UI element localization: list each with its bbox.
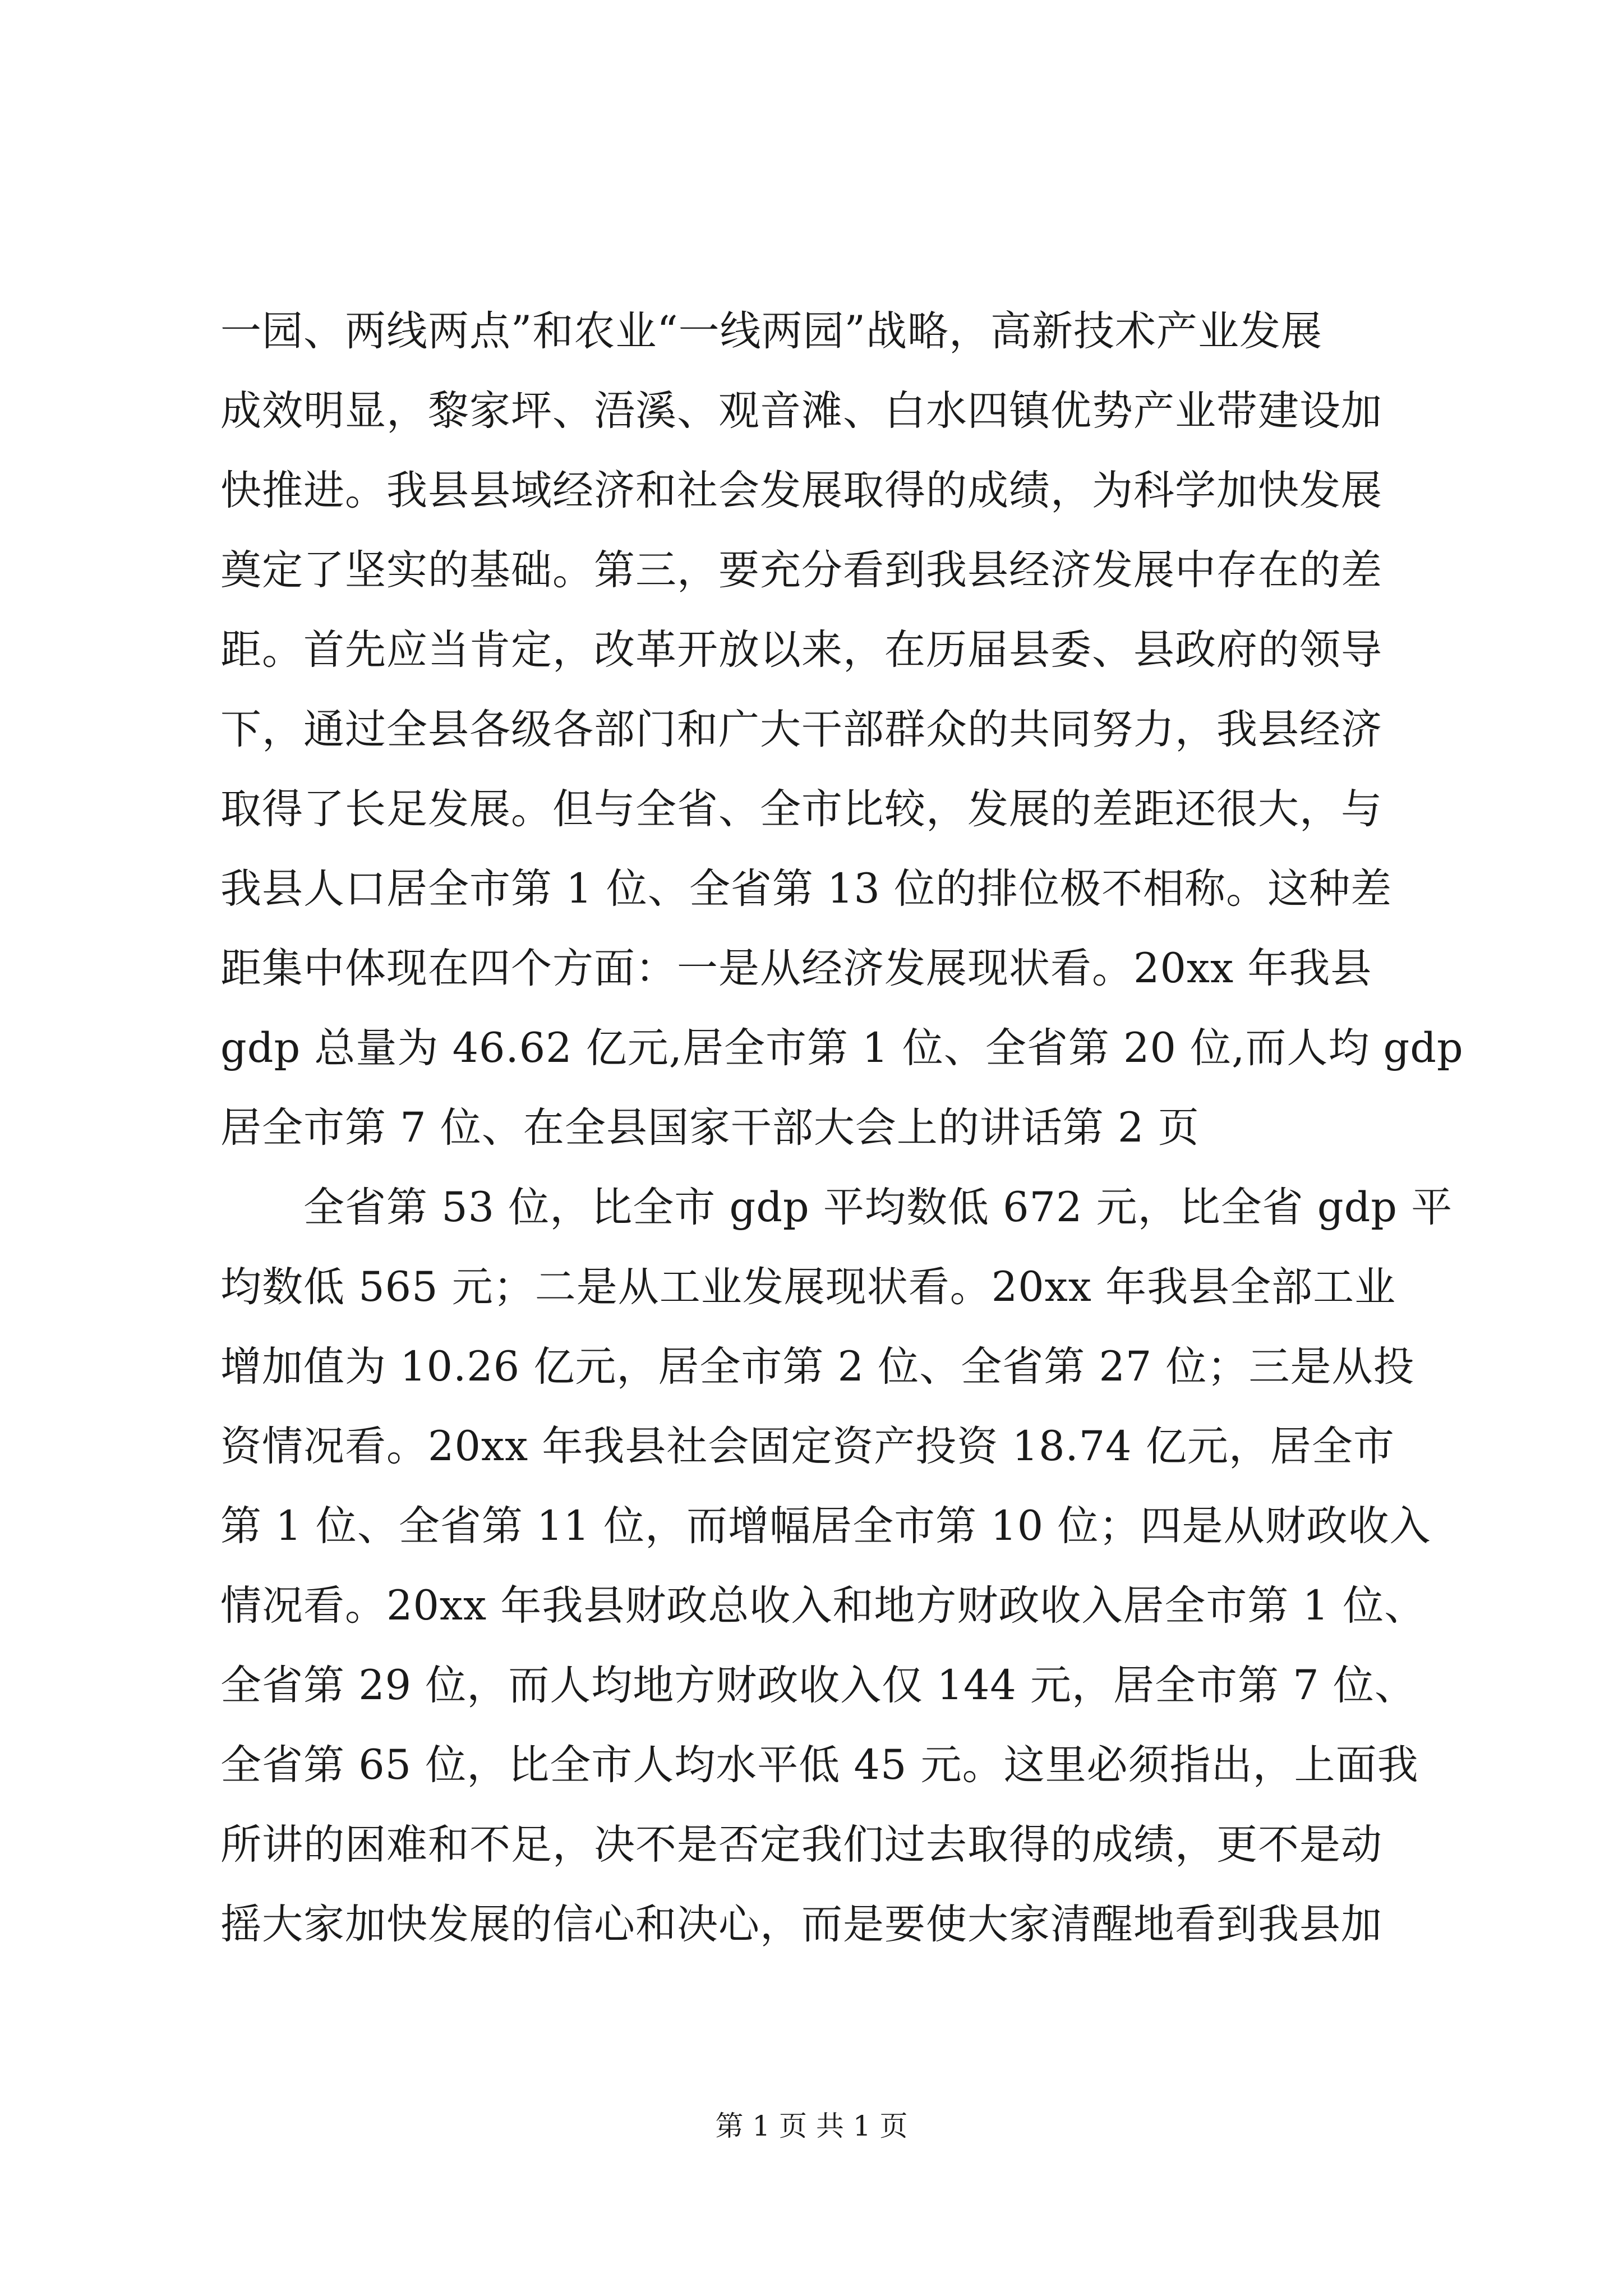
text-line: 全省第 29 位，而人均地方财政收入仅 144 元，居全市第 7 位、 bbox=[220, 1662, 1416, 1709]
text-line: 一园、两线两点”和农业“一线两园”战略，高新技术产业发展 bbox=[220, 307, 1322, 355]
text-line: 增加值为 10.26 亿元，居全市第 2 位、全省第 27 位；三是从投 bbox=[220, 1343, 1415, 1391]
text-line: 距集中体现在四个方面：一是从经济发展现状看。20xx 年我县 bbox=[220, 945, 1372, 992]
text-line: 取得了长足发展。但与全省、全市比较，发展的差距还很大，与 bbox=[220, 785, 1382, 833]
text-line: 资情况看。20xx 年我县社会固定资产投资 18.74 亿元，居全市 bbox=[220, 1423, 1395, 1470]
text-line: 成效明显，黎家坪、浯溪、观音滩、白水四镇优势产业带建设加 bbox=[220, 387, 1382, 435]
text-line: 摇大家加快发展的信心和决心，而是要使大家清醒地看到我县加 bbox=[220, 1901, 1382, 1948]
text-line: 奠定了坚实的基础。第三，要充分看到我县经济发展中存在的差 bbox=[220, 546, 1382, 594]
text-line: 快推进。我县县域经济和社会发展取得的成绩，为科学加快发展 bbox=[220, 467, 1382, 514]
text-line: 我县人口居全市第 1 位、全省第 13 位的排位极不相称。这种差 bbox=[220, 865, 1393, 913]
paragraph-start-line: 全省第 53 位，比全市 gdp 平均数低 672 元，比全省 gdp 平 bbox=[303, 1184, 1453, 1231]
text-line: 居全市第 7 位、在全县国家干部大会上的讲话第 2 页 bbox=[220, 1104, 1200, 1152]
text-line: 距。首先应当肯定，改革开放以来，在历届县委、县政府的领导 bbox=[220, 626, 1382, 674]
text-line: 全省第 65 位，比全市人均水平低 45 元。这里必须指出，上面我 bbox=[220, 1741, 1419, 1789]
text-line: 均数低 565 元；二是从工业发展现状看。20xx 年我县全部工业 bbox=[220, 1263, 1396, 1311]
text-line: 情况看。20xx 年我县财政总收入和地方财政收入居全市第 1 位、 bbox=[220, 1582, 1426, 1630]
page-footer: 第 1 页 共 1 页 bbox=[715, 2110, 908, 2142]
text-line: 第 1 位、全省第 11 位，而增幅居全市第 10 位；四是从财政收入 bbox=[220, 1502, 1431, 1550]
text-line: 所讲的困难和不足，决不是否定我们过去取得的成绩，更不是动 bbox=[220, 1821, 1382, 1869]
text-line: 下，通过全县各级各部门和广大干部群众的共同努力，我县经济 bbox=[220, 706, 1382, 753]
text-line: gdp 总量为 46.62 亿元,居全市第 1 位、全省第 20 位,而人均 gdp bbox=[220, 1024, 1464, 1072]
body-text bbox=[220, 292, 1464, 1964]
